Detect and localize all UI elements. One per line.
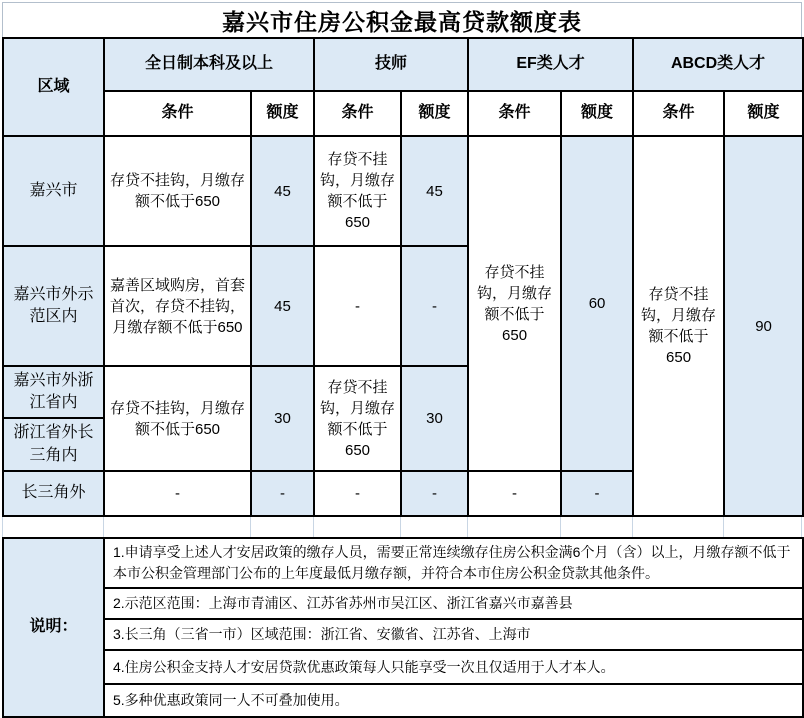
- header-group-ef-talent: EF类人才: [468, 38, 633, 91]
- cell-r1-fulltime-condition: 存贷不挂钩，月缴存额不低于650: [104, 136, 251, 246]
- cell-r5-fulltime-amount: -: [251, 471, 314, 516]
- subheader-technician-amount: 额度: [401, 91, 468, 136]
- cell-r34-fulltime-condition-merged: 存贷不挂钩，月缴存额不低于650: [104, 366, 251, 471]
- cell-r34-technician-condition-merged: 存贷不挂钩，月缴存额不低于650: [314, 366, 401, 471]
- cell-r5-technician-amount: -: [401, 471, 468, 516]
- cell-abcd-amount-merged: 90: [724, 136, 803, 516]
- note-item-3: 3.长三角（三省一市）区域范围：浙江省、安徽省、江苏省、上海市: [104, 619, 803, 650]
- cell-r1-technician-condition: 存贷不挂钩，月缴存额不低于650: [314, 136, 401, 246]
- header-group-fulltime-bachelor: 全日制本科及以上: [104, 38, 314, 91]
- subheader-fulltime-condition: 条件: [104, 91, 251, 136]
- subheader-fulltime-amount: 额度: [251, 91, 314, 136]
- cell-ef-amount-merged: 60: [561, 136, 633, 471]
- note-item-4: 4.住房公积金支持人才安居贷款优惠政策每人只能享受一次且仅适用于人才本人。: [104, 650, 803, 684]
- cell-r5-ef-condition: -: [468, 471, 561, 516]
- cell-abcd-condition-merged: 存贷不挂钩，月缴存额不低于650: [633, 136, 724, 516]
- cell-r2-fulltime-condition: 嘉善区域购房，首套首次，存贷不挂钩，月缴存额不低于650: [104, 246, 251, 366]
- cell-r5-ef-amount: -: [561, 471, 633, 516]
- subheader-abcd-amount: 额度: [724, 91, 803, 136]
- cell-r1-technician-amount: 45: [401, 136, 468, 246]
- header-region: 区域: [3, 38, 104, 136]
- row-outside-jiaxing-in-zhejiang-label: 嘉兴市外浙江省内: [3, 366, 104, 418]
- cell-r34-technician-amount-merged: 30: [401, 366, 468, 471]
- cell-r34-fulltime-amount-merged: 30: [251, 366, 314, 471]
- cell-r5-technician-condition: -: [314, 471, 401, 516]
- row-outside-jiaxing-demo-zone-label: 嘉兴市外示范区内: [3, 246, 104, 366]
- header-group-abcd-talent: ABCD类人才: [633, 38, 803, 91]
- subheader-ef-amount: 额度: [561, 91, 633, 136]
- cell-r2-fulltime-amount: 45: [251, 246, 314, 366]
- cell-r2-technician-condition: -: [314, 246, 401, 366]
- page-title: 嘉兴市住房公积金最高贷款额度表: [222, 8, 582, 35]
- cell-ef-condition-merged: 存贷不挂钩，月缴存额不低于650: [468, 136, 561, 471]
- row-outside-zhejiang-in-delta-label: 浙江省外长三角内: [3, 418, 104, 471]
- cell-r5-fulltime-condition: -: [104, 471, 251, 516]
- row-outside-delta-label: 长三角外: [3, 471, 104, 516]
- cell-r1-fulltime-amount: 45: [251, 136, 314, 246]
- row-jiaxing-city-label: 嘉兴市: [3, 136, 104, 246]
- subheader-ef-condition: 条件: [468, 91, 561, 136]
- note-item-1: 1.申请享受上述人才安居政策的缴存人员，需要正常连续缴存住房公积金满6个月（含）以上，月缴存额不低于本市公积金管理部门公布的上年度最低月缴存额，并符合本市住房公积金贷款其他条件。: [104, 538, 803, 588]
- title-box: [2, 2, 802, 37]
- subheader-technician-condition: 条件: [314, 91, 401, 136]
- table-gap: [2, 517, 802, 537]
- note-item-5: 5.多种优惠政策同一人不可叠加使用。: [104, 684, 803, 717]
- cell-r2-technician-amount: -: [401, 246, 468, 366]
- notes-table: [2, 537, 804, 718]
- notes-label: 说明：: [3, 538, 104, 717]
- loan-limit-table: [2, 37, 804, 517]
- header-group-technician: 技师: [314, 38, 468, 91]
- subheader-abcd-condition: 条件: [633, 91, 724, 136]
- note-item-2: 2.示范区范围：上海市青浦区、江苏省苏州市吴江区、浙江省嘉兴市嘉善县: [104, 588, 803, 619]
